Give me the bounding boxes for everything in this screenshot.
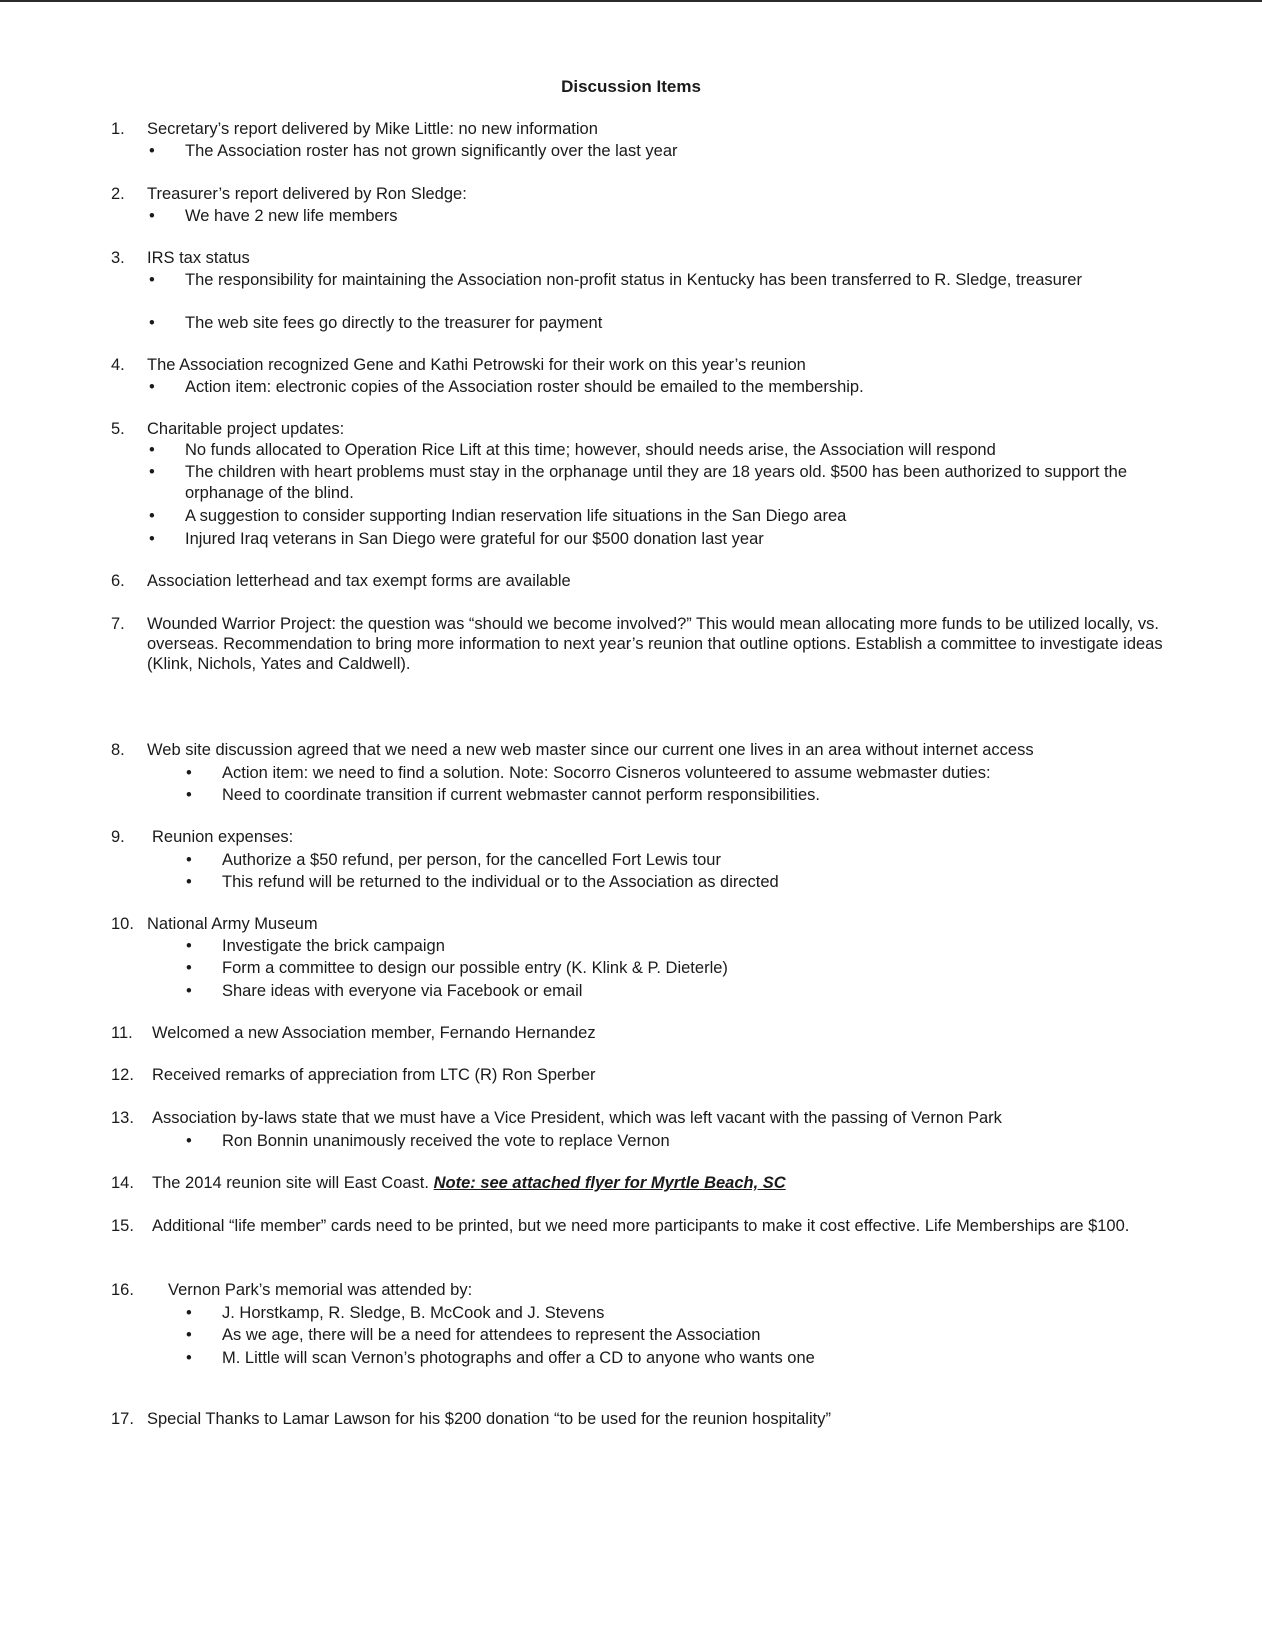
bullet-icon: • <box>149 463 155 481</box>
sub-bullet-text: Authorize a $50 refund, per person, for the cancelled Fort Lewis tour <box>222 851 721 869</box>
item-text: Received remarks of appreciation from LTC (R) Ron Sperber <box>152 1066 596 1084</box>
document-title: Discussion Items <box>561 77 701 96</box>
bullet-icon: • <box>186 1326 192 1344</box>
item-text: National Army Museum <box>147 915 318 933</box>
item-text <box>152 1173 786 1194</box>
item-text: Reunion expenses: <box>152 828 294 846</box>
item-number: 6. <box>111 572 125 590</box>
item-number: 7. <box>111 615 125 633</box>
sub-bullet-text: The Association roster has not grown significantly over the last year <box>185 142 678 160</box>
sub-bullet-text: M. Little will scan Vernon’s photographs and offer a CD to anyone who wants one <box>222 1349 815 1367</box>
item-text: Treasurer’s report delivered by Ron Sledge: <box>147 185 467 203</box>
sub-bullet-text: J. Horstkamp, R. Sledge, B. McCook and J. Stevens <box>222 1304 605 1322</box>
item-text: Association letterhead and tax exempt forms are available <box>147 572 571 590</box>
bullet-icon: • <box>149 207 155 225</box>
item-number: 10. <box>111 915 134 933</box>
item-text: Special Thanks to Lamar Lawson for his $200 donation “to be used for the reunion hospitality” <box>147 1410 831 1428</box>
sub-bullet-text: Action item: electronic copies of the Association roster should be emailed to the membership. <box>185 378 864 396</box>
item-number: 8. <box>111 741 125 759</box>
bullet-icon: • <box>186 959 192 977</box>
item-number: 5. <box>111 420 125 438</box>
sub-bullet-text: We have 2 new life members <box>185 207 398 225</box>
bullet-icon: • <box>149 142 155 160</box>
sub-bullet-text: The children with heart problems must stay in the orphanage until they are 18 years old. $500 has been authorized to support the orphanage of the blind. <box>185 463 1127 502</box>
item-number: 13. <box>111 1109 134 1127</box>
sub-bullet-text: The web site fees go directly to the treasurer for payment <box>185 314 603 332</box>
item-text: Additional “life member” cards need to be printed, but we need more participants to make it cost effective. Life Memberships are $100. <box>152 1217 1130 1235</box>
item-text: Secretary’s report delivered by Mike Little: no new information <box>147 120 598 138</box>
item-text: Vernon Park’s memorial was attended by: <box>168 1281 473 1299</box>
sub-bullet-text: Need to coordinate transition if current webmaster cannot perform responsibilities. <box>222 786 820 804</box>
sub-bullet-text: Injured Iraq veterans in San Diego were grateful for our $500 donation last year <box>185 530 764 548</box>
item-number: 3. <box>111 249 125 267</box>
bullet-icon: • <box>186 1349 192 1367</box>
item-number: 11. <box>111 1024 133 1042</box>
flyer-note: Note: see attached flyer for Myrtle Beach, SC <box>433 1174 786 1192</box>
item-number: 15. <box>111 1217 134 1235</box>
sub-bullet-text: As we age, there will be a need for attendees to represent the Association <box>222 1326 761 1344</box>
bullet-icon: • <box>186 851 192 869</box>
sub-bullet-text: Investigate the brick campaign <box>222 937 445 955</box>
bullet-icon: • <box>149 378 155 396</box>
item-text-main: The 2014 reunion site will East Coast. <box>152 1174 429 1192</box>
bullet-icon: • <box>186 1304 192 1322</box>
item-number: 1. <box>111 120 125 138</box>
sub-bullet-text: This refund will be returned to the individual or to the Association as directed <box>222 873 779 891</box>
item-number: 14. <box>111 1174 134 1192</box>
bullet-icon: • <box>149 314 155 332</box>
bullet-icon: • <box>149 271 155 289</box>
item-text: The Association recognized Gene and Kathi Petrowski for their work on this year’s reunion <box>147 356 806 374</box>
sub-bullet-text: The responsibility for maintaining the Association non-profit status in Kentucky has been transferred to R. Sledge, treasurer <box>185 271 1082 289</box>
item-text: Web site discussion agreed that we need a new web master since our current one lives in an area without internet access <box>147 741 1034 759</box>
bullet-icon: • <box>186 873 192 891</box>
sub-bullet-text: Share ideas with everyone via Facebook or email <box>222 982 583 1000</box>
item-number: 4. <box>111 356 125 374</box>
item-text: Association by-laws state that we must have a Vice President, which was left vacant with the passing of Vernon Park <box>152 1109 1002 1127</box>
bullet-icon: • <box>186 1132 192 1150</box>
item-number: 2. <box>111 185 125 203</box>
bullet-icon: • <box>149 507 155 525</box>
item-number: 16. <box>111 1281 134 1299</box>
sub-bullet-text: Ron Bonnin unanimously received the vote to replace Vernon <box>222 1132 670 1150</box>
sub-bullet-text: No funds allocated to Operation Rice Lift at this time; however, should needs arise, the Association will respond <box>185 441 996 459</box>
item-number: 12. <box>111 1066 134 1084</box>
sub-bullet-text: A suggestion to consider supporting Indian reservation life situations in the San Diego area <box>185 507 847 525</box>
item-text: Welcomed a new Association member, Fernando Hernandez <box>152 1024 596 1042</box>
sub-bullet-text: Action item: we need to find a solution. Note: Socorro Cisneros volunteered to assume webmaster duties: <box>222 764 991 782</box>
item-text: Charitable project updates: <box>147 420 345 438</box>
bullet-icon: • <box>186 982 192 1000</box>
item-text: Wounded Warrior Project: the question was “should we become involved?” This would mean allocating more funds to be utilized locally, vs. overseas. Recommendation to bring more information to next year’s reunion that outline options. Establish a committee to investigate ideas (Klink, Nichols, Yates and Caldwell). <box>147 615 1163 673</box>
bullet-icon: • <box>149 441 155 459</box>
bullet-icon: • <box>186 764 192 782</box>
bullet-icon: • <box>186 786 192 804</box>
sub-bullet-text: Form a committee to design our possible entry (K. Klink & P. Dieterle) <box>222 959 728 977</box>
bullet-icon: • <box>149 530 155 548</box>
item-number: 17. <box>111 1410 134 1428</box>
bullet-icon: • <box>186 937 192 955</box>
item-number: 9. <box>111 828 125 846</box>
item-text: IRS tax status <box>147 249 250 267</box>
